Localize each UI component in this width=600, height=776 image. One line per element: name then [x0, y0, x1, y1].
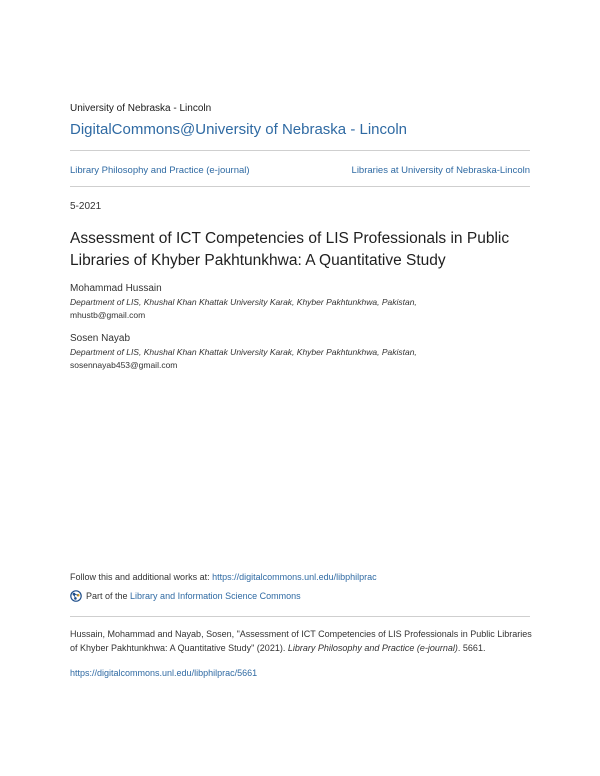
follow-prefix: Follow this and additional works at: [70, 572, 213, 582]
author-affiliation: Department of LIS, Khushal Khan Khattak University Karak, Khyber Pakhtunkhwa, Pakistan, [70, 297, 417, 307]
author-email: mhustb@gmail.com [70, 310, 146, 320]
follow-line [70, 572, 377, 582]
paper-title: Assessment of ICT Competencies of LIS Professionals in Public Libraries of Khyber Pakhtunkhwa: A Quantitative Study [70, 230, 510, 269]
citation-number: . 5661. [457, 642, 486, 653]
recommended-citation [70, 628, 532, 655]
divider [70, 186, 530, 187]
repository-title-link[interactable]: DigitalCommons@University of Nebraska - Lincoln [70, 121, 408, 138]
part-of-line [70, 590, 301, 602]
commons-network-icon [70, 590, 82, 602]
divider [70, 616, 530, 617]
institution-name: University of Nebraska - Lincoln [70, 103, 212, 114]
commons-link[interactable]: Library and Information Science Commons [130, 591, 301, 601]
follow-url-link[interactable]: https://digitalcommons.unl.edu/libphilprac [212, 572, 377, 582]
author-email: sosennayab453@gmail.com [70, 360, 178, 370]
citation-url-link[interactable]: https://digitalcommons.unl.edu/libphilprac/5661 [70, 668, 258, 678]
publication-date: 5-2021 [70, 201, 102, 212]
journal-link[interactable]: Library Philosophy and Practice (e-journal) [70, 165, 250, 176]
divider [70, 150, 530, 151]
author-name: Sosen Nayab [70, 333, 131, 344]
part-of-prefix: Part of the [86, 591, 128, 601]
author-affiliation: Department of LIS, Khushal Khan Khattak University Karak, Khyber Pakhtunkhwa, Pakistan, [70, 347, 417, 357]
author-name: Mohammad Hussain [70, 283, 162, 294]
citation-journal: Library Philosophy and Practice (e-journal) [287, 642, 458, 653]
libraries-link[interactable]: Libraries at University of Nebraska-Lincoln [351, 165, 530, 176]
citation-text: Hussain, Mohammad and Nayab, Sosen, "Assessment of ICT Competencies of LIS Professionals in Public Libraries of Khyber Pakhtunkhwa: A Quantitative Study" (2021). [70, 629, 532, 653]
